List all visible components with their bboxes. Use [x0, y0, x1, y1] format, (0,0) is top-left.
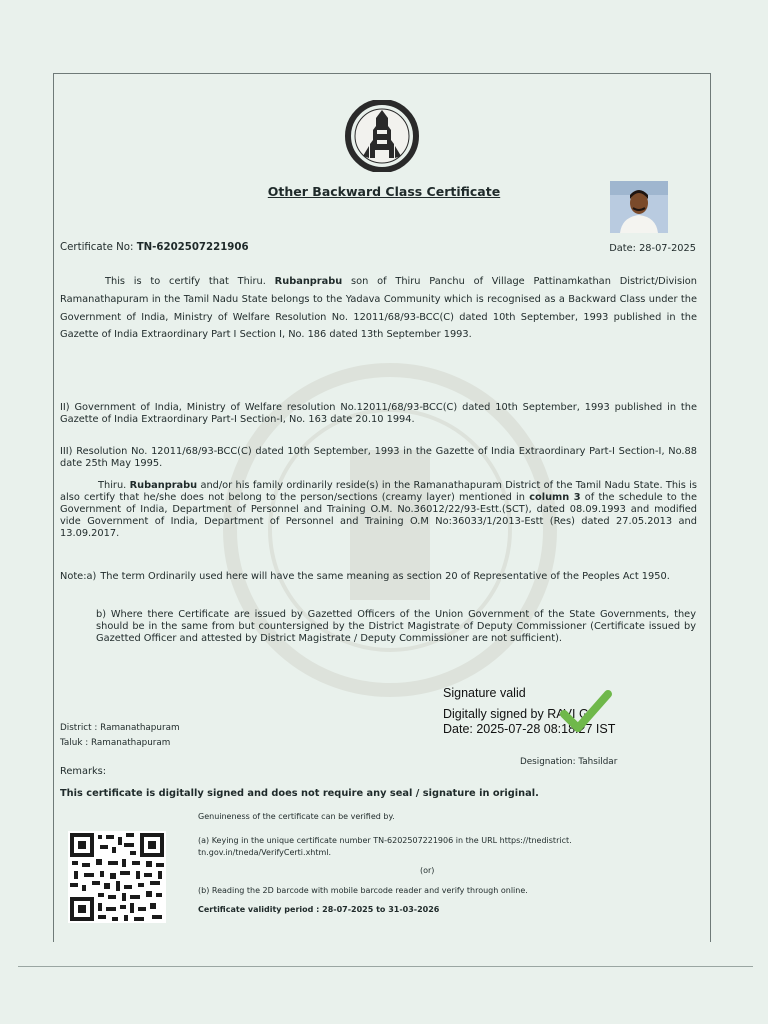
genuineness-heading: Genuineness of the certificate can be verified by.: [198, 812, 395, 821]
certificate-number-label: Certificate No:: [60, 242, 134, 253]
verify-option-b: (b) Reading the 2D barcode with mobile barcode reader and verify through online.: [198, 886, 528, 895]
para4-text-c: of the schedule to the Government of India, Department of Personnel and Training O.M. No.36012/22/93-Estt.(SCT), dated 08.09.1993 and modified vide Government of India, Department of Personnel and Training O.M No:36033/1/2013-Estt (Res) dated 27.05.2013 and 13.09.2017.: [60, 492, 697, 539]
taluk: Taluk : Ramanathapuram: [60, 738, 171, 748]
note-label: Note:a): [60, 571, 97, 582]
note-a-text: The term Ordinarily used here will have the same meaning as section 20 of Representative of the Peoples Act 1950.: [100, 571, 670, 582]
digital-signature-note: This certificate is digitally signed and does not require any seal / signature in original.: [60, 788, 539, 799]
note-a: [60, 571, 697, 583]
note-b: b) Where there Certificate are issued by Gazetted Officers of the Union Government of the State Governments, they should be in the same from but countersigned by the District Magistrate of Deputy Commissioner (Certificate issued by Gazetted Officer and attested by District Magistrate / Deputy Commissioner are not sufficient).: [96, 609, 696, 644]
resolution-ii: II) Government of India, Ministry of Welfare resolution No.12011/68/93-BCC(C) dated 10th September, 1993 published in the Gazette of India Extraordinary Part-I Section-I, No. 163 date 20.10 1994.: [60, 402, 697, 425]
or-separator: (or): [420, 866, 435, 875]
signature-date: Date: 2025-07-28 08:18:27 IST: [443, 722, 616, 736]
para1-text-a: This is to certify that Thiru.: [105, 276, 275, 287]
resolution-iii: III) Resolution No. 12011/68/93-BCC(C) dated 10th September, 1993 in the Gazette of India Extraordinary Part-I Section-I, No.88 date 25th May 1995.: [60, 446, 697, 469]
applicant-name-2: Rubanprabu: [129, 480, 198, 491]
para4-text-a: Thiru.: [98, 480, 130, 491]
signature-valid: Signature valid: [443, 686, 526, 700]
check-mark-icon: [560, 690, 612, 734]
qr-code-icon[interactable]: [68, 831, 166, 923]
remarks-label: Remarks:: [60, 766, 107, 777]
signed-by: Digitally signed by RAVI G: [443, 707, 589, 721]
applicant-photo: [610, 181, 668, 233]
certificate-validity: Certificate validity period : 28-07-2025 to 31-03-2026: [198, 905, 440, 914]
column-reference: column 3: [529, 492, 581, 503]
certification-paragraph: [60, 273, 697, 344]
verify-option-a-url: tn.gov.in/tneda/VerifyCerti.xhtml.: [198, 848, 332, 857]
district: District : Ramanathapuram: [60, 723, 180, 733]
page-divider: [18, 966, 753, 967]
designation: Designation: Tahsildar: [520, 757, 618, 767]
tamil-nadu-emblem-icon: [339, 100, 425, 172]
residence-paragraph: [60, 480, 697, 540]
para4-text-b: and/or his family ordinarily reside(s) in the Ramanathapuram District of the Tamil Nadu State. This is also certify that he/she does not belong to the person/sections (creamy layer) mentioned in: [60, 480, 698, 503]
applicant-name: Rubanprabu: [274, 276, 343, 287]
verify-option-a: (a) Keying in the unique certificate number TN-6202507221906 in the URL https://tnedistrict.: [198, 836, 572, 845]
para1-text-b: son of Thiru Panchu of Village Pattinamkathan District/Division Ramanathapuram in the Tamil Nadu State belongs to the Yadava Community which is recognised as a Backward Class under the Government of India, Ministry of Welfare Resolution No. 12011/68/93-BCC(C) dated 10th September, 1993 published in the Gazette of India Extraordinary Part I Section I, No. 186 dated 13th September 1993.: [60, 276, 697, 341]
certificate-title: Other Backward Class Certificate: [267, 184, 501, 199]
certificate-number-value: TN-6202507221906: [136, 242, 249, 253]
certificate-number: [60, 242, 249, 253]
certificate-date: Date: 28-07-2025: [609, 243, 696, 254]
